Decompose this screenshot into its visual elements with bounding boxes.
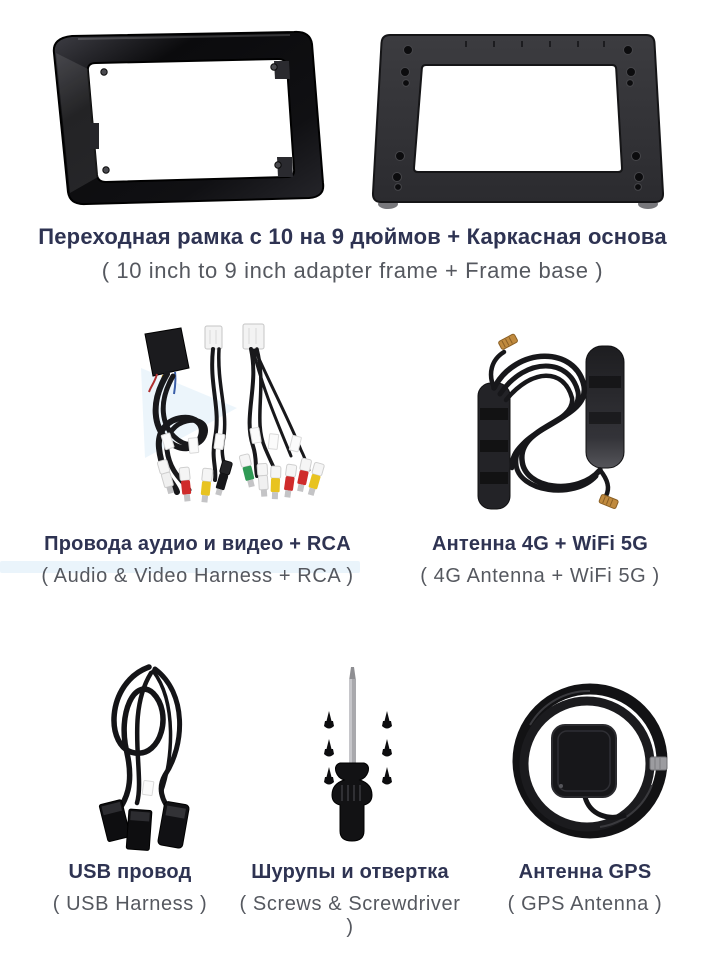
av-harness-caption — [20, 533, 375, 588]
antenna-4g-wifi-image — [458, 328, 654, 522]
screws-caption-en: ( Screws & Screwdriver ) — [239, 893, 461, 938]
rca-plugs — [157, 454, 325, 503]
gps-connector — [650, 757, 667, 770]
screws-caption-ru: Шурупы и отвертка — [251, 861, 449, 883]
usb-caption — [30, 861, 230, 916]
gps-antenna-image — [490, 665, 680, 850]
screwdriver — [332, 667, 372, 841]
power-connectors — [205, 324, 264, 349]
av-harness-caption-en: ( Audio & Video Harness + RCA ) — [41, 565, 354, 587]
antenna-caption-en: ( 4G Antenna + WiFi 5G ) — [420, 565, 660, 587]
usb-harness-image — [65, 653, 237, 855]
screws-caption — [238, 861, 462, 939]
antenna-caption-ru: Антенна 4G + WiFi 5G — [431, 533, 649, 555]
usb-caption-ru: USB провод — [68, 861, 192, 883]
gps-caption — [478, 861, 692, 916]
cable-tag — [142, 780, 154, 795]
frame-screw-holes — [101, 64, 281, 173]
av-harness-caption-ru: Провода аудио и видео + RCA — [44, 533, 351, 555]
frames-caption — [0, 224, 705, 284]
screws-screwdriver-image — [290, 655, 430, 855]
antenna-caption — [405, 533, 675, 588]
frames-caption-ru: Переходная рамка с 10 на 9 дюймов + Каркасная основа — [38, 224, 667, 249]
adapter-frame-image — [38, 27, 332, 210]
gps-puck — [552, 725, 616, 797]
frame-base-image — [366, 25, 670, 213]
gps-caption-ru: Антенна GPS — [518, 861, 652, 883]
frame-base-screw-holes — [393, 46, 644, 191]
av-harness-image — [105, 316, 337, 524]
frames-caption-en: ( 10 inch to 9 inch adapter frame + Frame base ) — [101, 258, 604, 284]
gps-caption-en: ( GPS Antenna ) — [507, 893, 663, 915]
quadlock-connector — [145, 328, 189, 376]
usb-caption-en: ( USB Harness ) — [52, 893, 208, 915]
usb-connectors — [99, 799, 190, 850]
